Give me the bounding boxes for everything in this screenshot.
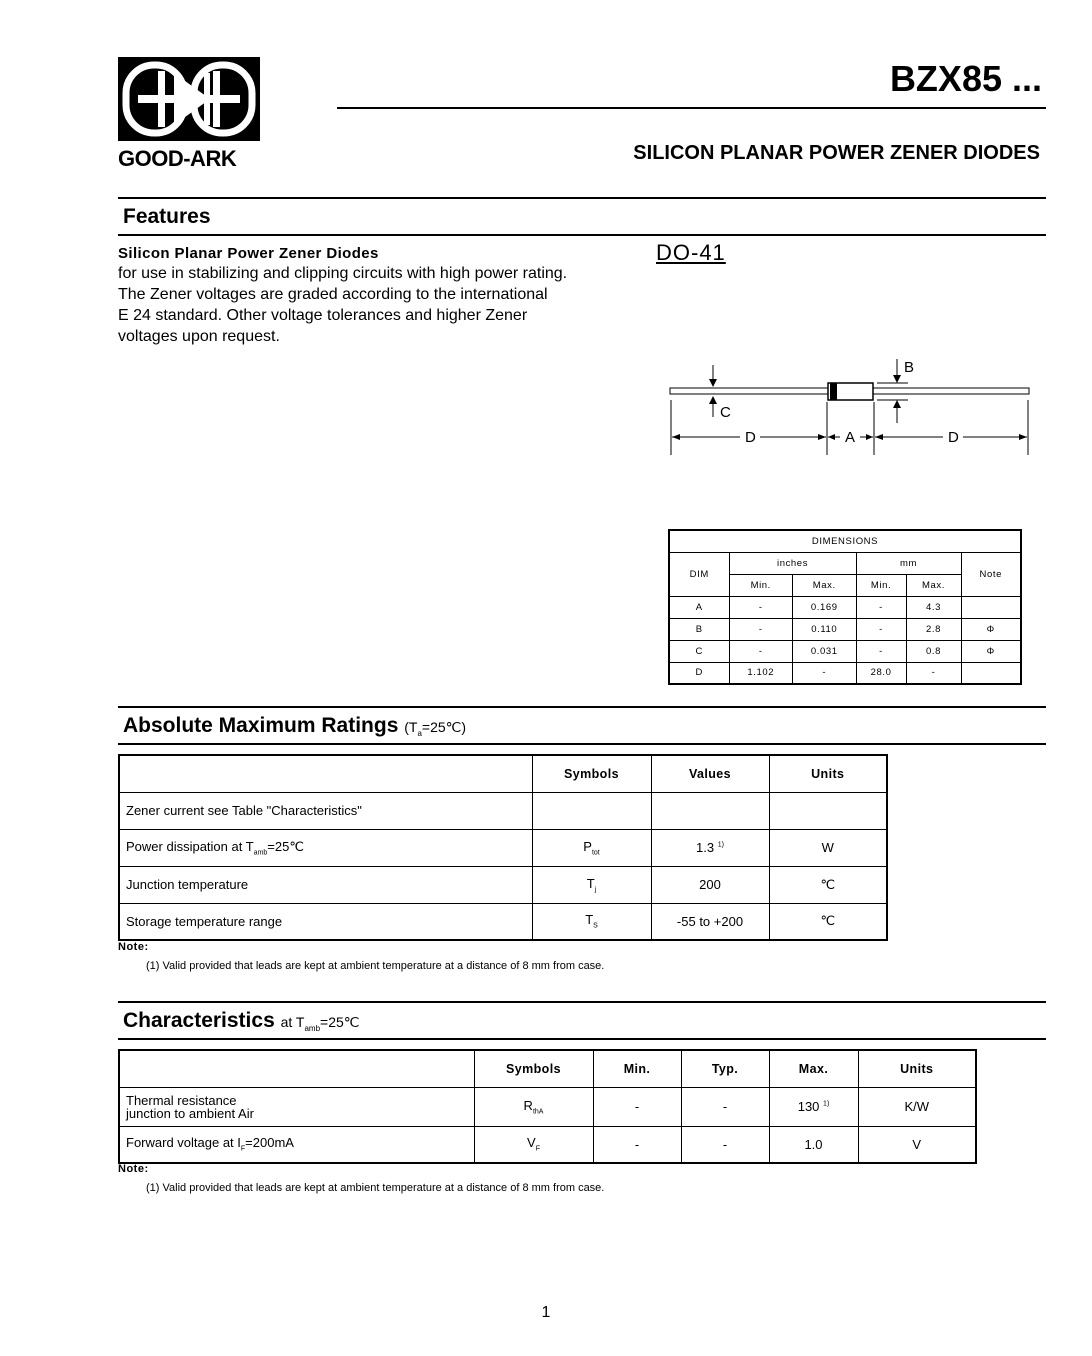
- ratings-condition: [404, 719, 467, 738]
- package-outline-drawing: [660, 355, 1040, 465]
- features-line-2: The Zener voltages are graded according to the international: [118, 286, 548, 303]
- parameter-cell: [119, 829, 532, 866]
- parameter-cell: Zener current see Table "Characteristics": [119, 792, 532, 829]
- symbol-cell: [532, 903, 651, 940]
- page-number: 1: [541, 1304, 551, 1321]
- symbols-header: Symbols: [532, 755, 651, 792]
- parameter-text: Power dissipation at T: [126, 838, 254, 854]
- table-cell: -: [793, 662, 857, 684]
- dimension-d-right-label: D: [948, 429, 959, 446]
- parameter-cell: Storage temperature range: [119, 903, 532, 940]
- typ-header: Typ.: [681, 1050, 769, 1087]
- symbol-text: V: [527, 1135, 536, 1151]
- symbol-cell: [474, 1126, 593, 1163]
- max-text: 130: [797, 1099, 820, 1114]
- ratings-top-rule: [118, 706, 1046, 708]
- min-header: Min.: [593, 1050, 681, 1087]
- symbol-cell: [532, 866, 651, 903]
- ratings-note-label: Note:: [118, 941, 149, 953]
- document-subtitle: SILICON PLANAR POWER ZENER DIODES: [633, 142, 1040, 164]
- parameter-tail: =25℃: [267, 838, 304, 854]
- diode-logo-icon: [118, 57, 260, 141]
- table-cell: -: [906, 662, 961, 684]
- parameter-sub: amb: [253, 849, 268, 857]
- characteristics-top-rule: [118, 1001, 1046, 1003]
- features-line-3: E 24 standard. Other voltage tolerances and higher Zener: [118, 307, 528, 324]
- table-cell: 0.169: [793, 596, 857, 618]
- unit-cell: V: [858, 1126, 976, 1163]
- symbol-text: T: [585, 912, 594, 928]
- package-label: DO-41: [656, 240, 726, 265]
- unit-cell: [769, 792, 887, 829]
- ratings-note-text: (1) Valid provided that leads are kept at ambient temperature at a distance of 8 mm from case.: [146, 960, 605, 972]
- unit-cell: ℃: [769, 903, 887, 940]
- value-footnote: 1): [717, 841, 724, 849]
- table-cell: -: [856, 596, 906, 618]
- symbol-sub: j: [594, 886, 597, 894]
- inches-header: inches: [729, 552, 856, 574]
- symbol-sub: tot: [591, 849, 600, 857]
- symbols-header: Symbols: [474, 1050, 593, 1087]
- ratings-header-row: [119, 755, 887, 792]
- value-cell: [651, 792, 769, 829]
- characteristics-condition-tail: =25℃: [320, 1014, 360, 1030]
- parameter-tail: =200mA: [245, 1135, 294, 1151]
- table-cell: Φ: [961, 640, 1021, 662]
- table-row: [119, 903, 887, 940]
- table-cell: 2.8: [906, 618, 961, 640]
- brand-logo: [118, 57, 260, 141]
- table-cell: [961, 662, 1021, 684]
- header-rule: [337, 107, 1046, 109]
- parameter-header: [119, 755, 532, 792]
- table-cell: 0.110: [793, 618, 857, 640]
- characteristics-heading: [123, 1009, 360, 1033]
- table-cell: 0.031: [793, 640, 857, 662]
- table-cell: 0.8: [906, 640, 961, 662]
- table-cell: C: [669, 640, 729, 662]
- unit-cell: ℃: [769, 866, 887, 903]
- characteristics-title: Characteristics: [123, 1009, 275, 1032]
- mm-max-header: Max.: [906, 574, 961, 596]
- table-cell: B: [669, 618, 729, 640]
- value-text: 1.3: [696, 840, 715, 855]
- max-footnote: 1): [823, 1100, 830, 1108]
- dim-header: DIM: [669, 552, 729, 596]
- characteristics-condition-sub: amb: [304, 1023, 321, 1033]
- characteristics-condition: [280, 1014, 360, 1033]
- table-cell: -: [729, 640, 793, 662]
- characteristics-condition-text: at T: [280, 1014, 305, 1030]
- units-header: Units: [769, 755, 887, 792]
- symbol-cell: [532, 829, 651, 866]
- ratings-condition-tail: =25℃): [421, 719, 467, 735]
- table-cell: A: [669, 596, 729, 618]
- value-cell: [651, 829, 769, 866]
- parameter-cell: [119, 1126, 474, 1163]
- table-row: [119, 1087, 976, 1126]
- unit-cell: K/W: [858, 1087, 976, 1126]
- max-cell: 1.0: [769, 1126, 858, 1163]
- typ-cell: -: [681, 1087, 769, 1126]
- table-row: [119, 792, 887, 829]
- table-cell: -: [856, 618, 906, 640]
- symbol-sub: thA: [532, 1108, 544, 1116]
- parameter-sub: F: [240, 1146, 246, 1154]
- dimension-b-label: B: [904, 359, 915, 376]
- table-cell: 1.102: [729, 662, 793, 684]
- dimensions-title: DIMENSIONS: [669, 530, 1021, 552]
- table-cell: -: [729, 618, 793, 640]
- parameter-line-1: Thermal resistance: [126, 1092, 237, 1108]
- features-bottom-rule: [118, 234, 1046, 236]
- table-row: [119, 829, 887, 866]
- table-cell: 4.3: [906, 596, 961, 618]
- table-cell: Φ: [961, 618, 1021, 640]
- ratings-condition-sub: a: [417, 728, 422, 738]
- parameter-line-2: junction to ambient Air: [126, 1105, 254, 1121]
- characteristics-header-row: [119, 1050, 976, 1087]
- dimension-c-label: C: [720, 404, 731, 421]
- table-row: [669, 618, 1021, 640]
- symbol-cell: [532, 792, 651, 829]
- parameter-header: [119, 1050, 474, 1087]
- features-line-1: for use in stabilizing and clipping circuits with high power rating.: [118, 265, 568, 282]
- symbol-text: R: [523, 1097, 533, 1113]
- table-row: [119, 1126, 976, 1163]
- dimensions-title-row: [669, 530, 1021, 552]
- values-header: Values: [651, 755, 769, 792]
- max-header: Max.: [769, 1050, 858, 1087]
- dimensions-header-row: [669, 552, 1021, 574]
- value-cell: -55 to +200: [651, 903, 769, 940]
- table-row: [119, 866, 887, 903]
- table-row: [669, 640, 1021, 662]
- table-cell: -: [856, 640, 906, 662]
- ratings-heading: [123, 714, 466, 738]
- parameter-cell: Junction temperature: [119, 866, 532, 903]
- ratings-bottom-rule: [118, 743, 1046, 745]
- dimension-a-label: A: [845, 429, 856, 446]
- features-heading: Silicon Planar Power Zener Diodes: [118, 245, 379, 262]
- table-row: [669, 662, 1021, 684]
- symbol-sub: S: [593, 923, 598, 931]
- units-header: Units: [858, 1050, 976, 1087]
- characteristics-table: [118, 1049, 977, 1164]
- ratings-title: Absolute Maximum Ratings: [123, 714, 399, 737]
- table-cell: D: [669, 662, 729, 684]
- mm-min-header: Min.: [856, 574, 906, 596]
- unit-cell: W: [769, 829, 887, 866]
- symbol-text: P: [583, 838, 592, 854]
- features-top-rule: [118, 197, 1046, 199]
- table-row: [669, 596, 1021, 618]
- table-cell: 28.0: [856, 662, 906, 684]
- dimensions-table: [668, 529, 1022, 685]
- characteristics-note-text: (1) Valid provided that leads are kept at ambient temperature at a distance of 8 mm from case.: [146, 1182, 605, 1194]
- typ-cell: -: [681, 1126, 769, 1163]
- symbol-sub: F: [535, 1146, 540, 1154]
- value-cell: 200: [651, 866, 769, 903]
- parameter-text: Forward voltage at I: [126, 1135, 241, 1151]
- dimension-d-left-label: D: [745, 429, 756, 446]
- ratings-table: [118, 754, 888, 941]
- features-line-4: voltages upon request.: [118, 328, 280, 345]
- min-cell: -: [593, 1126, 681, 1163]
- characteristics-bottom-rule: [118, 1038, 1046, 1040]
- part-number: BZX85 ...: [889, 58, 1042, 99]
- characteristics-note-label: Note:: [118, 1163, 149, 1175]
- inches-max-header: Max.: [793, 574, 857, 596]
- ratings-condition-text: (T: [404, 719, 418, 735]
- table-cell: -: [729, 596, 793, 618]
- parameter-cell: [119, 1087, 474, 1126]
- min-cell: -: [593, 1087, 681, 1126]
- symbol-text: T: [586, 875, 595, 891]
- mm-header: mm: [856, 552, 961, 574]
- max-cell: [769, 1087, 858, 1126]
- inches-min-header: Min.: [729, 574, 793, 596]
- symbol-cell: [474, 1087, 593, 1126]
- table-cell: [961, 596, 1021, 618]
- features-title: Features: [123, 205, 211, 228]
- note-header: Note: [961, 552, 1021, 596]
- brand-name: GOOD-ARK: [118, 146, 237, 171]
